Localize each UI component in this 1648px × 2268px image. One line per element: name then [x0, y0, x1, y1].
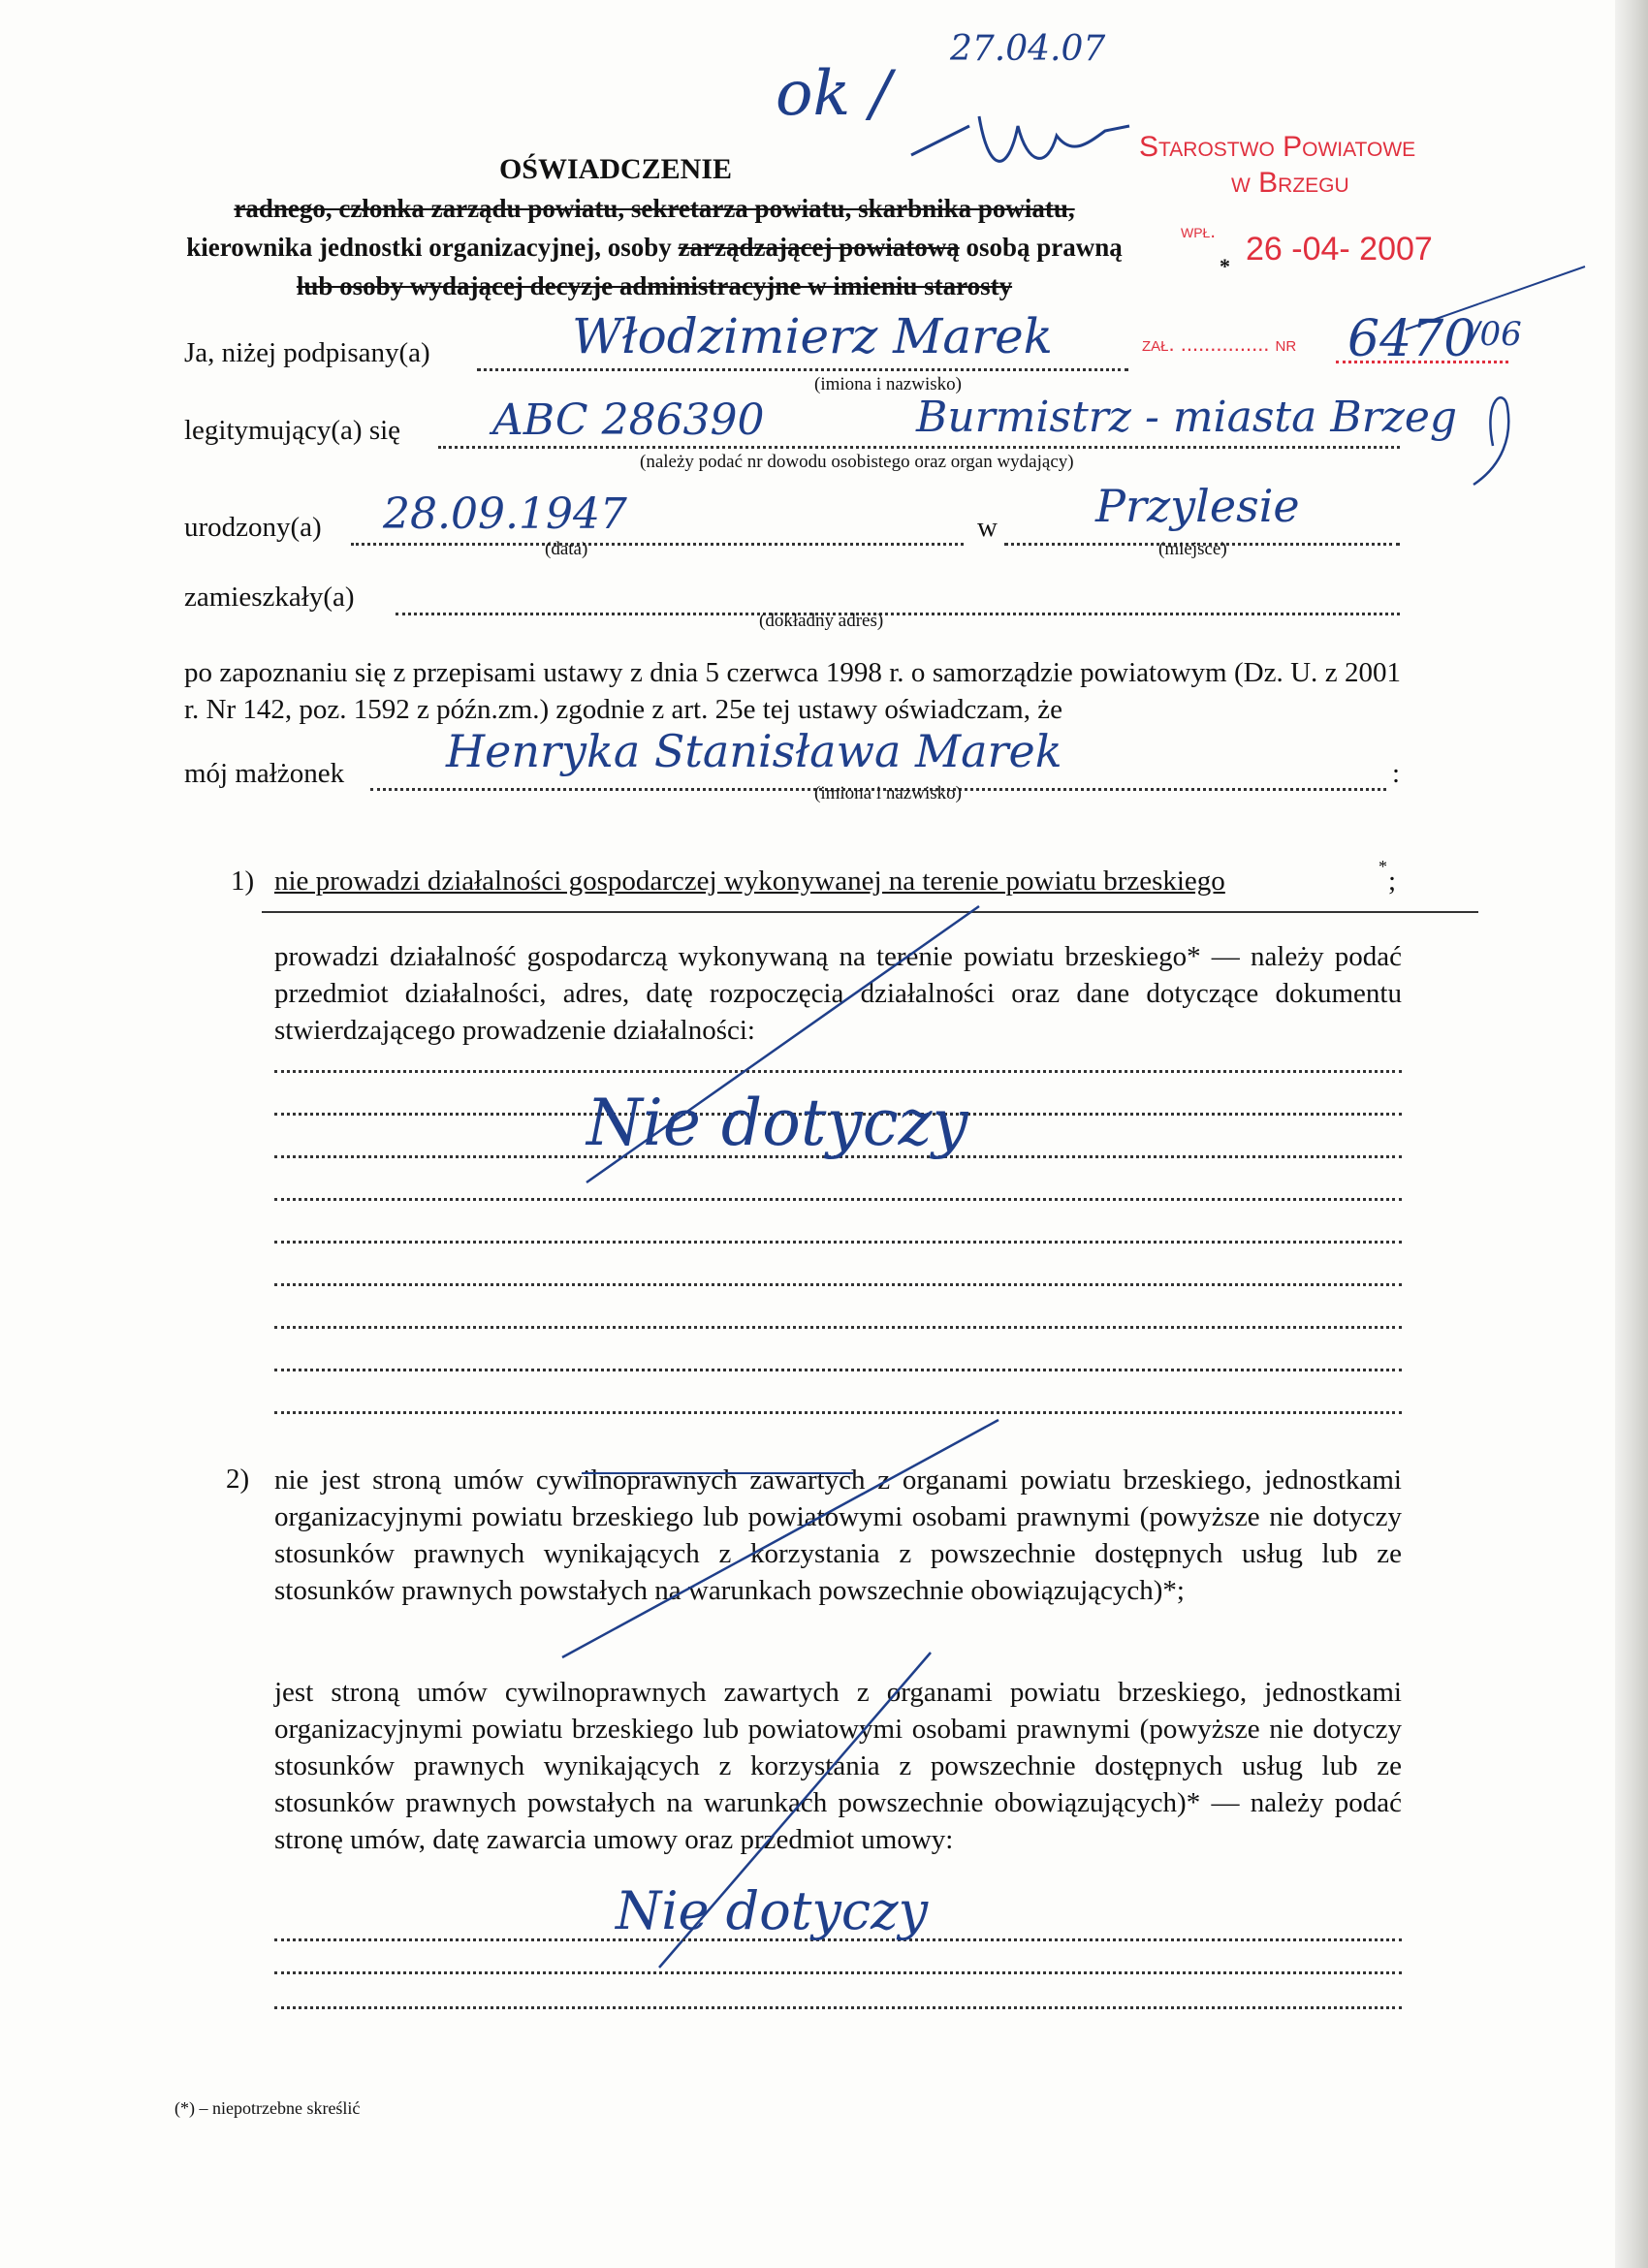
stamp-date: 26 -04- 2007 [1246, 231, 1433, 268]
section-1-line-6 [274, 1283, 1402, 1286]
intro-paragraph: po zapoznaniu się z przepisami ustawy z dnia 5 czerwca 1998 r. o samorządzie powiatowym (Dz. U. z 2001 r. Nr 142, poz. 1592 z późn.zm.) zgodnie z art. 25e tej ustawy oświadczam, że [184, 657, 1401, 725]
handwritten-strike-section-2a [543, 1415, 1008, 1667]
id-label: legitymujący(a) się [184, 415, 401, 446]
section-1-option-a: nie prowadzi działalności gospodarczej wykonywanej na terenie powiatu brzeskiego [274, 866, 1225, 897]
header-line-3: lub osoby wydającej decyzje administracyjne w imieniu starosty [296, 271, 1013, 300]
address-label: zamieszkały(a) [184, 582, 355, 613]
stamp-wplyw: wpł. [1181, 221, 1216, 242]
born-label: urodzony(a) [184, 512, 322, 543]
stamp-city: w Brzegu [1231, 167, 1349, 199]
handwritten-birth-date: 28.09.1947 [383, 489, 627, 539]
header-line-2-kept: kierownika jednostki organizacyjnej, osoby [186, 233, 672, 262]
section-2-option-a: nie jest stroną umów cywilnoprawnych zawartych z organami powiatu brzeskiego, jednostkami organizacyjnymi powiatu brzeskiego lub powiatowymi osobami prawnymi (powyższe nie dotyczy stosunków prawnych wynikających z korzystania z powszechnie dostępnych usług lub ze stosunków prawnych powstałych na warunkach powszechnie obowiązujących)*; [274, 1465, 1402, 1606]
scan-edge [1615, 0, 1648, 2268]
handwritten-date: 27.04.07 [950, 29, 1106, 69]
section-1-asterisk: * [1379, 857, 1387, 876]
handwritten-issuer: Burmistrz - miasta Brzeg [916, 393, 1458, 442]
name-label: Ja, niżej podpisany(a) [184, 337, 430, 368]
born-date-dotted-line [351, 543, 964, 546]
header-line-2-end: osobą prawną [966, 233, 1123, 262]
handwritten-not-applicable-1: Nie dotyczy [586, 1086, 968, 1160]
handwritten-id: ABC 286390 [492, 395, 765, 445]
handwritten-case-number: 6470 [1347, 310, 1476, 368]
section-2-line-2 [274, 1971, 1402, 1974]
section-2-option-b: jest stroną umów cywilnoprawnych zawartych z organami powiatu brzeskiego, jednostkami organizacyjnymi powiatu brzeskiego lub powiatowymi osobami prawnymi (powyższe nie dotyczy stosunków prawnych wynikających z korzystania z powszechnie dostępnych usług lub ze stosunków prawnych powstałych na warunkach powszechnie obowiązujących)* — należy podać stronę umów, datę zawarcia umowy oraz przedmiot umowy: [274, 1677, 1402, 1855]
handwritten-name: Włodzimierz Marek [572, 308, 1053, 364]
handwritten-checkmark-right [1396, 252, 1590, 504]
header-line-1: radnego, członka zarządu powiatu, sekretarza powiatu, skarbnika powiatu, [234, 194, 1075, 223]
header-line-2 [0, 233, 1309, 263]
handwritten-not-applicable-2: Nie dotyczy [616, 1880, 929, 1941]
id-dotted-line [438, 446, 1400, 449]
address-dotted-line [396, 613, 1400, 615]
handwritten-birth-place: Przylesie [1095, 480, 1300, 532]
section-1-number: 1) [231, 866, 255, 897]
footnote: (*) – niepotrzebne skreślić [174, 2098, 361, 2118]
section-1-line-7 [274, 1326, 1402, 1329]
handwritten-initials: ok / [776, 58, 892, 130]
page-title: OŚWIADCZENIE [498, 153, 733, 185]
section-1-option-a-end: ; [1388, 866, 1397, 897]
spouse-colon: : [1392, 758, 1401, 789]
stamp-office: Starostwo Powiatowe [1139, 131, 1416, 163]
section-1-line-5 [274, 1241, 1402, 1244]
born-in-label: w [977, 512, 998, 543]
spouse-label: mój małżonek [184, 758, 345, 789]
section-2-line-3 [274, 2006, 1402, 2009]
section-1-line-8 [274, 1369, 1402, 1371]
id-caption: (należy podać nr dowodu osobistego oraz organ wydający) [640, 452, 1074, 472]
spouse-caption: (imiona i nazwisko) [814, 783, 962, 803]
born-date-caption: (data) [545, 539, 588, 559]
handwritten-case-suffix: /06 [1469, 315, 1522, 354]
address-caption: (dokładny adres) [759, 611, 884, 631]
section-1-line-9 [274, 1411, 1402, 1414]
stamp-attachment: zał. ............... nr [1142, 331, 1297, 356]
section-1-option-b: prowadzi działalność gospodarczą wykonywaną na terenie powiatu brzeskiego* — należy podać przedmiot działalności, adres, datę rozpoczęcia działalności oraz dane dotyczące dokumentu stwierdzającego prowadzenie działalności: [274, 941, 1402, 1046]
name-caption: (imiona i nazwisko) [814, 374, 962, 394]
handwritten-spouse: Henryka Stanisława Marek [446, 725, 1062, 777]
name-dotted-line [477, 368, 1128, 371]
born-place-caption: (miejsce) [1158, 539, 1227, 559]
header-asterisk: * [1220, 254, 1230, 278]
section-2-number: 2) [226, 1464, 250, 1495]
header-line-2-struck: zarządzającej powiatową [678, 233, 960, 262]
section-1-line-4 [274, 1198, 1402, 1201]
handwritten-strike-section-1 [582, 901, 998, 1192]
